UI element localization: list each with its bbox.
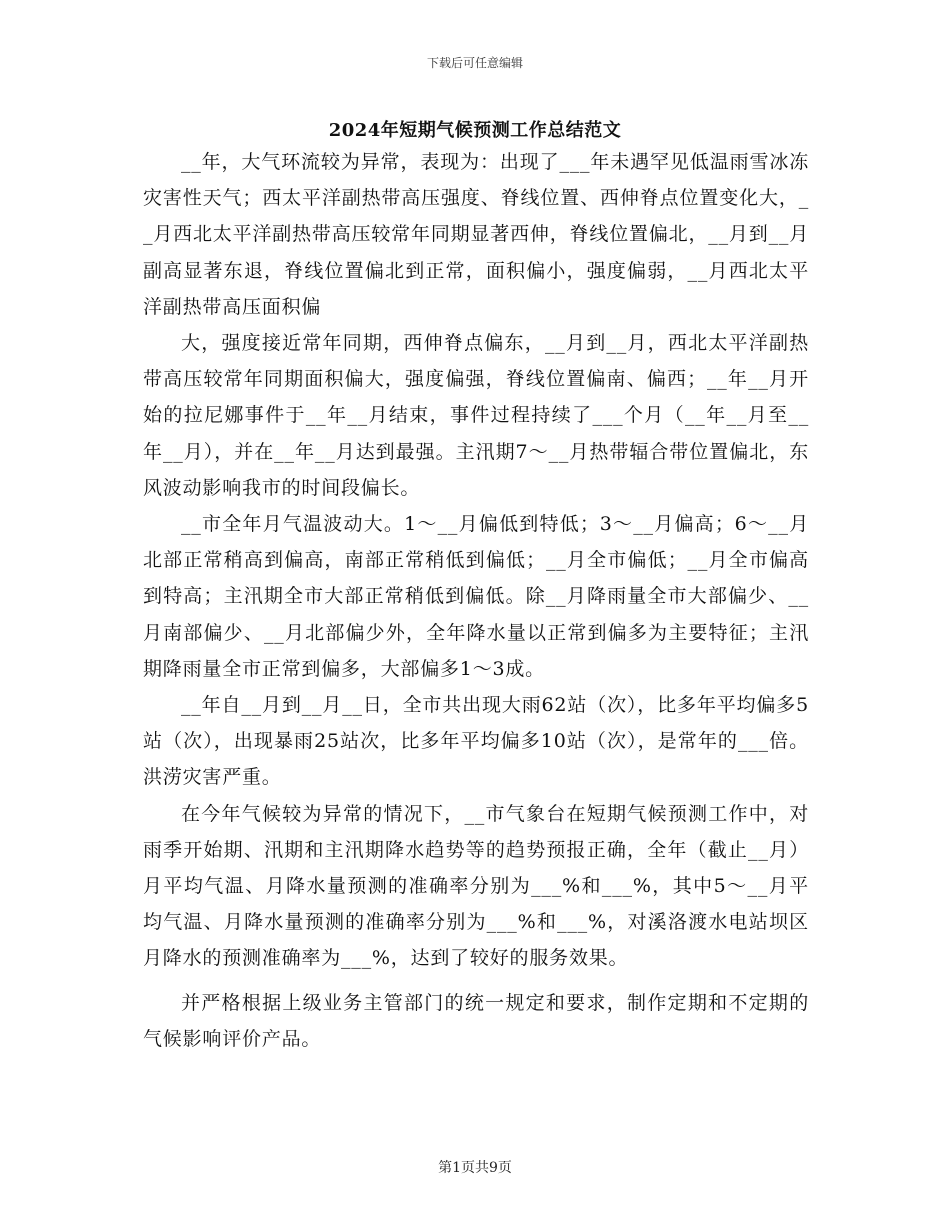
paragraph: 在今年气候较为异常的情况下，__市气象台在短期气候预测工作中，对雨季开始期、汛期和主汛期降水趋势等的趋势预报正确，全年（截止__月）月平均气温、月降水量预测的准确率分别为___%和___%，其中5～__月平均气温、月降水量预测的准确率分别为___%和___%，对溪洛渡水电站坝区月降水的预测准确率为___%，达到了较好的服务效果。 [143, 802, 809, 970]
paragraph: __市全年月气温波动大。1～__月偏低到特低；3～__月偏高；6～__月北部正常稍高到偏高，南部正常稍低到偏低；__月全市偏低；__月全市偏高到特高；主汛期全市大部正常稍低到偏低。除__月降雨量全市大部偏少、__月南部偏少、__月北部偏少外，全年降水量以正常到偏多为主要特征；主汛期降雨量全市正常到偏多，大部偏多1～3成。 [143, 513, 809, 680]
paragraph: __年自__月到__月__日，全市共出现大雨62站（次），比多年平均偏多5站（次），出现暴雨25站次，比多年平均偏多10站（次），是常年的___倍。洪涝灾害严重。 [143, 694, 809, 789]
paragraph: __年，大气环流较为异常，表现为：出现了___年未遇罕见低温雨雪冰冻灾害性天气；西太平洋副热带高压强度、脊线位置、西伸脊点位置变化大，__月西北太平洋副热带高压较常年同期显著西伸，脊线位置偏北，__月到__月副高显著东退，脊线位置偏北到正常，面积偏小，强度偏弱，__月西北太平洋副热带高压面积偏 [143, 151, 809, 318]
page-number: 第1页共9页 [438, 1160, 512, 1176]
document-title: 2024年短期气候预测工作总结范文 [328, 120, 622, 141]
header-note: 下载后可任意编辑 [426, 56, 523, 70]
paragraph: 并严格根据上级业务主管部门的统一规定和要求，制作定期和不定期的气候影响评价产品。 [143, 991, 809, 1050]
paragraph: 大，强度接近常年同期，西伸脊点偏东，__月到__月，西北太平洋副热带高压较常年同期面积偏大，强度偏强，脊线位置偏南、偏西；__年__月开始的拉尼娜事件于__年__月结束，事件过程持续了___个月（__年__月至__年__月），并在__年__月达到最强。主汛期7～__月热带辐合带位置偏北，东风波动影响我市的时间段偏长。 [143, 332, 809, 499]
document-body [143, 144, 809, 1057]
